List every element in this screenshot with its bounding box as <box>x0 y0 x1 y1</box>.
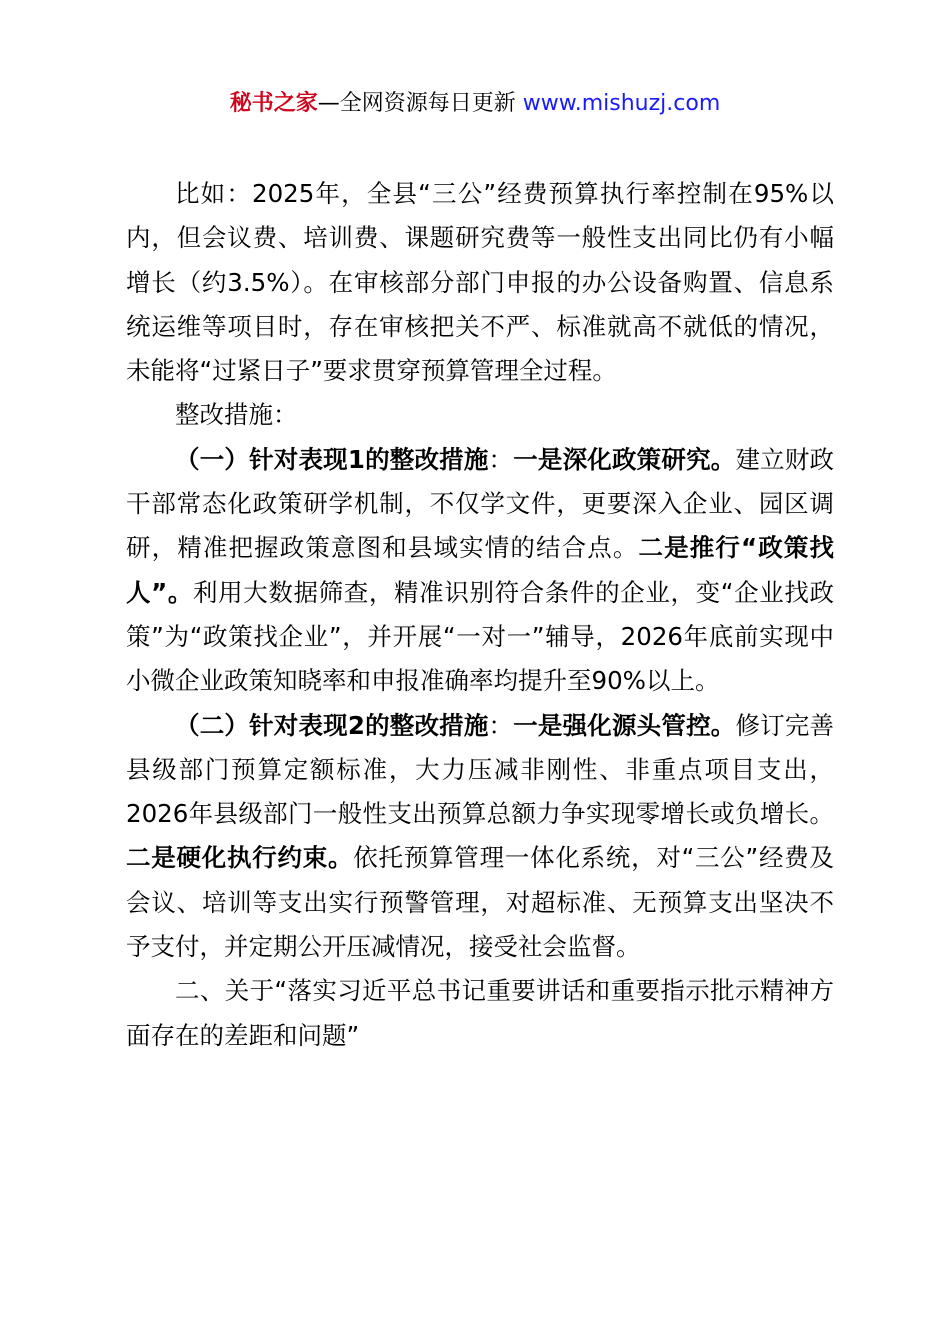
measure-2-text-1: 修订完善县级部门预算定额标准，大力压减非刚性、非重点项目支出，2026年县级部门一般性支出预算总额力争实现零增长或负增长。 <box>126 710 835 829</box>
measure-2-text-2: 依托预算管理一体化系统，对“三公”经费及会议、培训等支出实行预警管理，对超标准、无预算支出坚决不予支付，并定期公开压减情况，接受社会监督。 <box>126 843 835 962</box>
measure-2-colon: ： <box>488 710 514 740</box>
brand-name: 秘书之家 <box>229 91 318 116</box>
paragraph-example: 比如：2025年，全县“三公”经费预算执行率控制在95%以内，但会议费、培训费、课题研究费等一般性支出同比仍有小幅增长（约3.5%）。在审核部分部门申报的办公设备购置、信息系统运维等项目时，存在审核把关不严、标准就高不就低的情况，未能将“过紧日子”要求贯穿预算管理全过程。 <box>126 179 834 386</box>
measure-2-lead-2: 二是硬化执行约束。 <box>126 843 354 873</box>
measure-2-heading: （二）针对表现2的整改措施 <box>175 710 489 740</box>
measure-2-lead-1: 一是强化源头管控。 <box>513 710 736 740</box>
measure-1-text-1: 建立财政干部常态化政策研学机制，不仅学文件，更要深入企业、园区调研，精准把握政策意图和县域实情的结合点。 <box>126 444 835 563</box>
measure-1-lead-1: 一是深化政策研究。 <box>513 444 736 474</box>
header-tagline: —全网资源每日更新 <box>317 91 516 116</box>
paragraph-measures-label: 整改措施： <box>175 400 298 430</box>
paragraph-measure-2 <box>126 704 834 970</box>
paragraph-measure-1 <box>126 438 834 704</box>
site-header <box>0 88 950 120</box>
measure-1-heading: （一）针对表现1的整改措施 <box>175 444 489 474</box>
measure-1-text-2: 利用大数据筛查，精准识别符合条件的企业，变“企业找政策”为“政策找企业”，并开展“一对一”辅导，2026年底前实现中小微企业政策知晓率和申报准确率均提升至90%以上。 <box>126 577 834 696</box>
site-url-link[interactable]: www.mishuzj.com <box>522 91 721 116</box>
measure-1-lead-2: 二是推行“政策找人”。 <box>126 533 834 607</box>
paragraph-section-two: 二、关于“落实习近平总书记重要讲话和重要指示批示精神方面存在的差距和问题” <box>126 976 834 1050</box>
document-body <box>126 172 834 1058</box>
measure-1-colon: ： <box>488 444 514 474</box>
